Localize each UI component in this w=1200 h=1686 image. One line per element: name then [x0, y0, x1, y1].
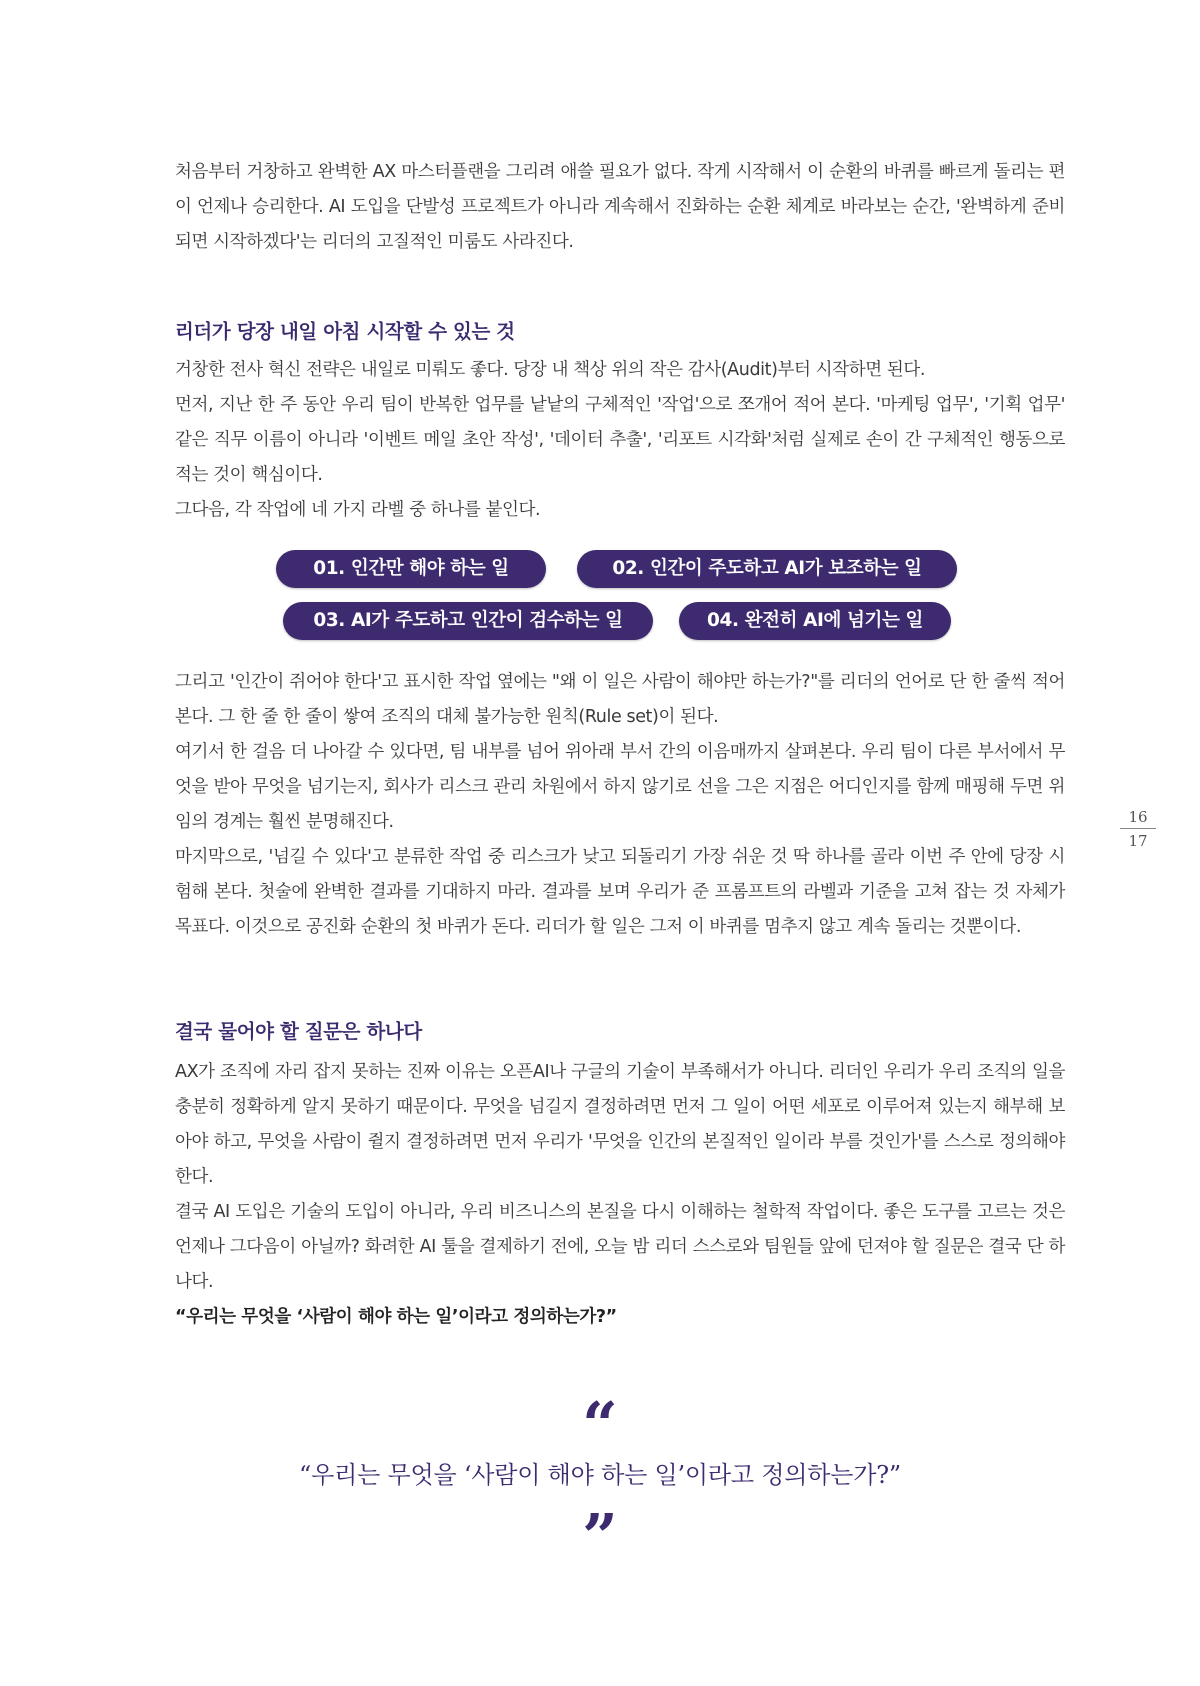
section1-paragraph: 여기서 한 걸음 더 나아갈 수 있다면, 팀 내부를 넘어 위아래 부서 간의 이음매까지 살펴본다. 우리 팀이 다른 부서에서 무엇을 받아 무엇을 넘기는지, 회사가 리스크 관리 차원에서 하지 않기로 선을 그은 지점은 어디인지를 함께 매핑해 두면 위임의 경계는 훨씬 분명해진다.	[175, 742, 1065, 832]
label-pill-ai-led-human-review: 03. AI가 주도하고 인간이 검수하는 일	[283, 602, 653, 640]
section1-body-after-labels	[175, 665, 1065, 945]
close-quote-icon: ”	[582, 1500, 618, 1573]
label-pill-fully-ai: 04. 완전히 AI에 넘기는 일	[679, 602, 951, 640]
open-quote-icon: “	[582, 1388, 618, 1461]
section1-paragraph: 그다음, 각 작업에 네 가지 라벨 중 하나를 붙인다.	[175, 500, 541, 520]
page-number-current: 16	[1120, 808, 1156, 829]
page-numbers	[1120, 808, 1156, 850]
intro-section	[175, 155, 1065, 260]
pull-quote-text: “우리는 무엇을 ‘사람이 해야 하는 일’이라고 정의하는가?”	[299, 1461, 901, 1489]
label-pills	[175, 550, 1065, 660]
label-pill-human-only: 01. 인간만 해야 하는 일	[276, 550, 546, 588]
pull-quote	[0, 1388, 1200, 1573]
section1-paragraph: 마지막으로, '넘길 수 있다'고 분류한 작업 중 리스크가 낮고 되돌리기 가장 쉬운 것 딱 하나를 골라 이번 주 안에 당장 시험해 본다. 첫술에 완벽한 결과를 기대하지 마라. 결과를 보며 우리가 준 프롬프트의 라벨과 기준을 고쳐 잡는 것 자체가 목표다. 이것으로 공진화 순환의 첫 바퀴가 돈다. 리더가 할 일은 그저 이 바퀴를 멈추지 않고 계속 돌리는 것뿐이다.	[175, 847, 1065, 937]
section2-paragraph: AX가 조직에 자리 잡지 못하는 진짜 이유는 오픈AI나 구글의 기술이 부족해서가 아니다. 리더인 우리가 우리 조직의 일을 충분히 정확하게 알지 못하기 때문이다. 무엇을 넘길지 결정하려면 먼저 그 일이 어떤 세포로 이루어져 있는지 해부해 보아야 하고, 무엇을 사람이 쥘지 결정하려면 먼저 우리가 '무엇을 인간의 본질적인 일이라 부를 것인가'를 스스로 정의해야 한다.	[175, 1062, 1065, 1187]
section1-paragraph: 먼저, 지난 한 주 동안 우리 팀이 반복한 업무를 낱낱의 구체적인 '작업'으로 쪼개어 적어 본다. '마케팅 업무', '기획 업무' 같은 직무 이름이 아니라 '이벤트 메일 초안 작성', '데이터 추출', '리포트 시각화'처럼 실제로 손이 간 구체적인 행동으로 적는 것이 핵심이다.	[175, 395, 1065, 485]
bold-question: “우리는 무엇을 ‘사람이 해야 하는 일’이라고 정의하는가?”	[175, 1307, 617, 1327]
intro-paragraph: 처음부터 거창하고 완벽한 AX 마스터플랜을 그리려 애쓸 필요가 없다. 작게 시작해서 이 순환의 바퀴를 빠르게 돌리는 편이 언제나 승리한다. AI 도입을 단발성 프로젝트가 아니라 계속해서 진화하는 순환 체계로 바라보는 순간, '완벽하게 준비되면 시작하겠다'는 리더의 고질적인 미룸도 사라진다.	[175, 162, 1065, 252]
section-heading-one-question: 결국 물어야 할 질문은 하나다	[175, 1020, 422, 1043]
section2-paragraph: 결국 AI 도입은 기술의 도입이 아니라, 우리 비즈니스의 본질을 다시 이해하는 철학적 작업이다. 좋은 도구를 고르는 것은 언제나 그다음이 아닐까? 화려한 AI 툴을 결제하기 전에, 오늘 밤 리더 스스로와 팀원들 앞에 던져야 할 질문은 결국 단 하나다.	[175, 1202, 1065, 1292]
section1-paragraph: 그리고 '인간이 쥐어야 한다'고 표시한 작업 옆에는 "왜 이 일은 사람이 해야만 하는가?"를 리더의 언어로 단 한 줄씩 적어 본다. 그 한 줄 한 줄이 쌓여 조직의 대체 불가능한 원칙(Rule set)이 된다.	[175, 672, 1065, 727]
section2-body	[175, 1055, 1065, 1335]
label-pill-human-led-ai-assist: 02. 인간이 주도하고 AI가 보조하는 일	[577, 550, 957, 588]
section-heading-start-tomorrow: 리더가 당장 내일 아침 시작할 수 있는 것	[175, 320, 515, 343]
page-number-next: 17	[1128, 832, 1148, 850]
section1-paragraph: 거창한 전사 혁신 전략은 내일로 미뤄도 좋다. 당장 내 책상 위의 작은 감사(Audit)부터 시작하면 된다.	[175, 360, 926, 380]
section1-body	[175, 353, 1065, 528]
